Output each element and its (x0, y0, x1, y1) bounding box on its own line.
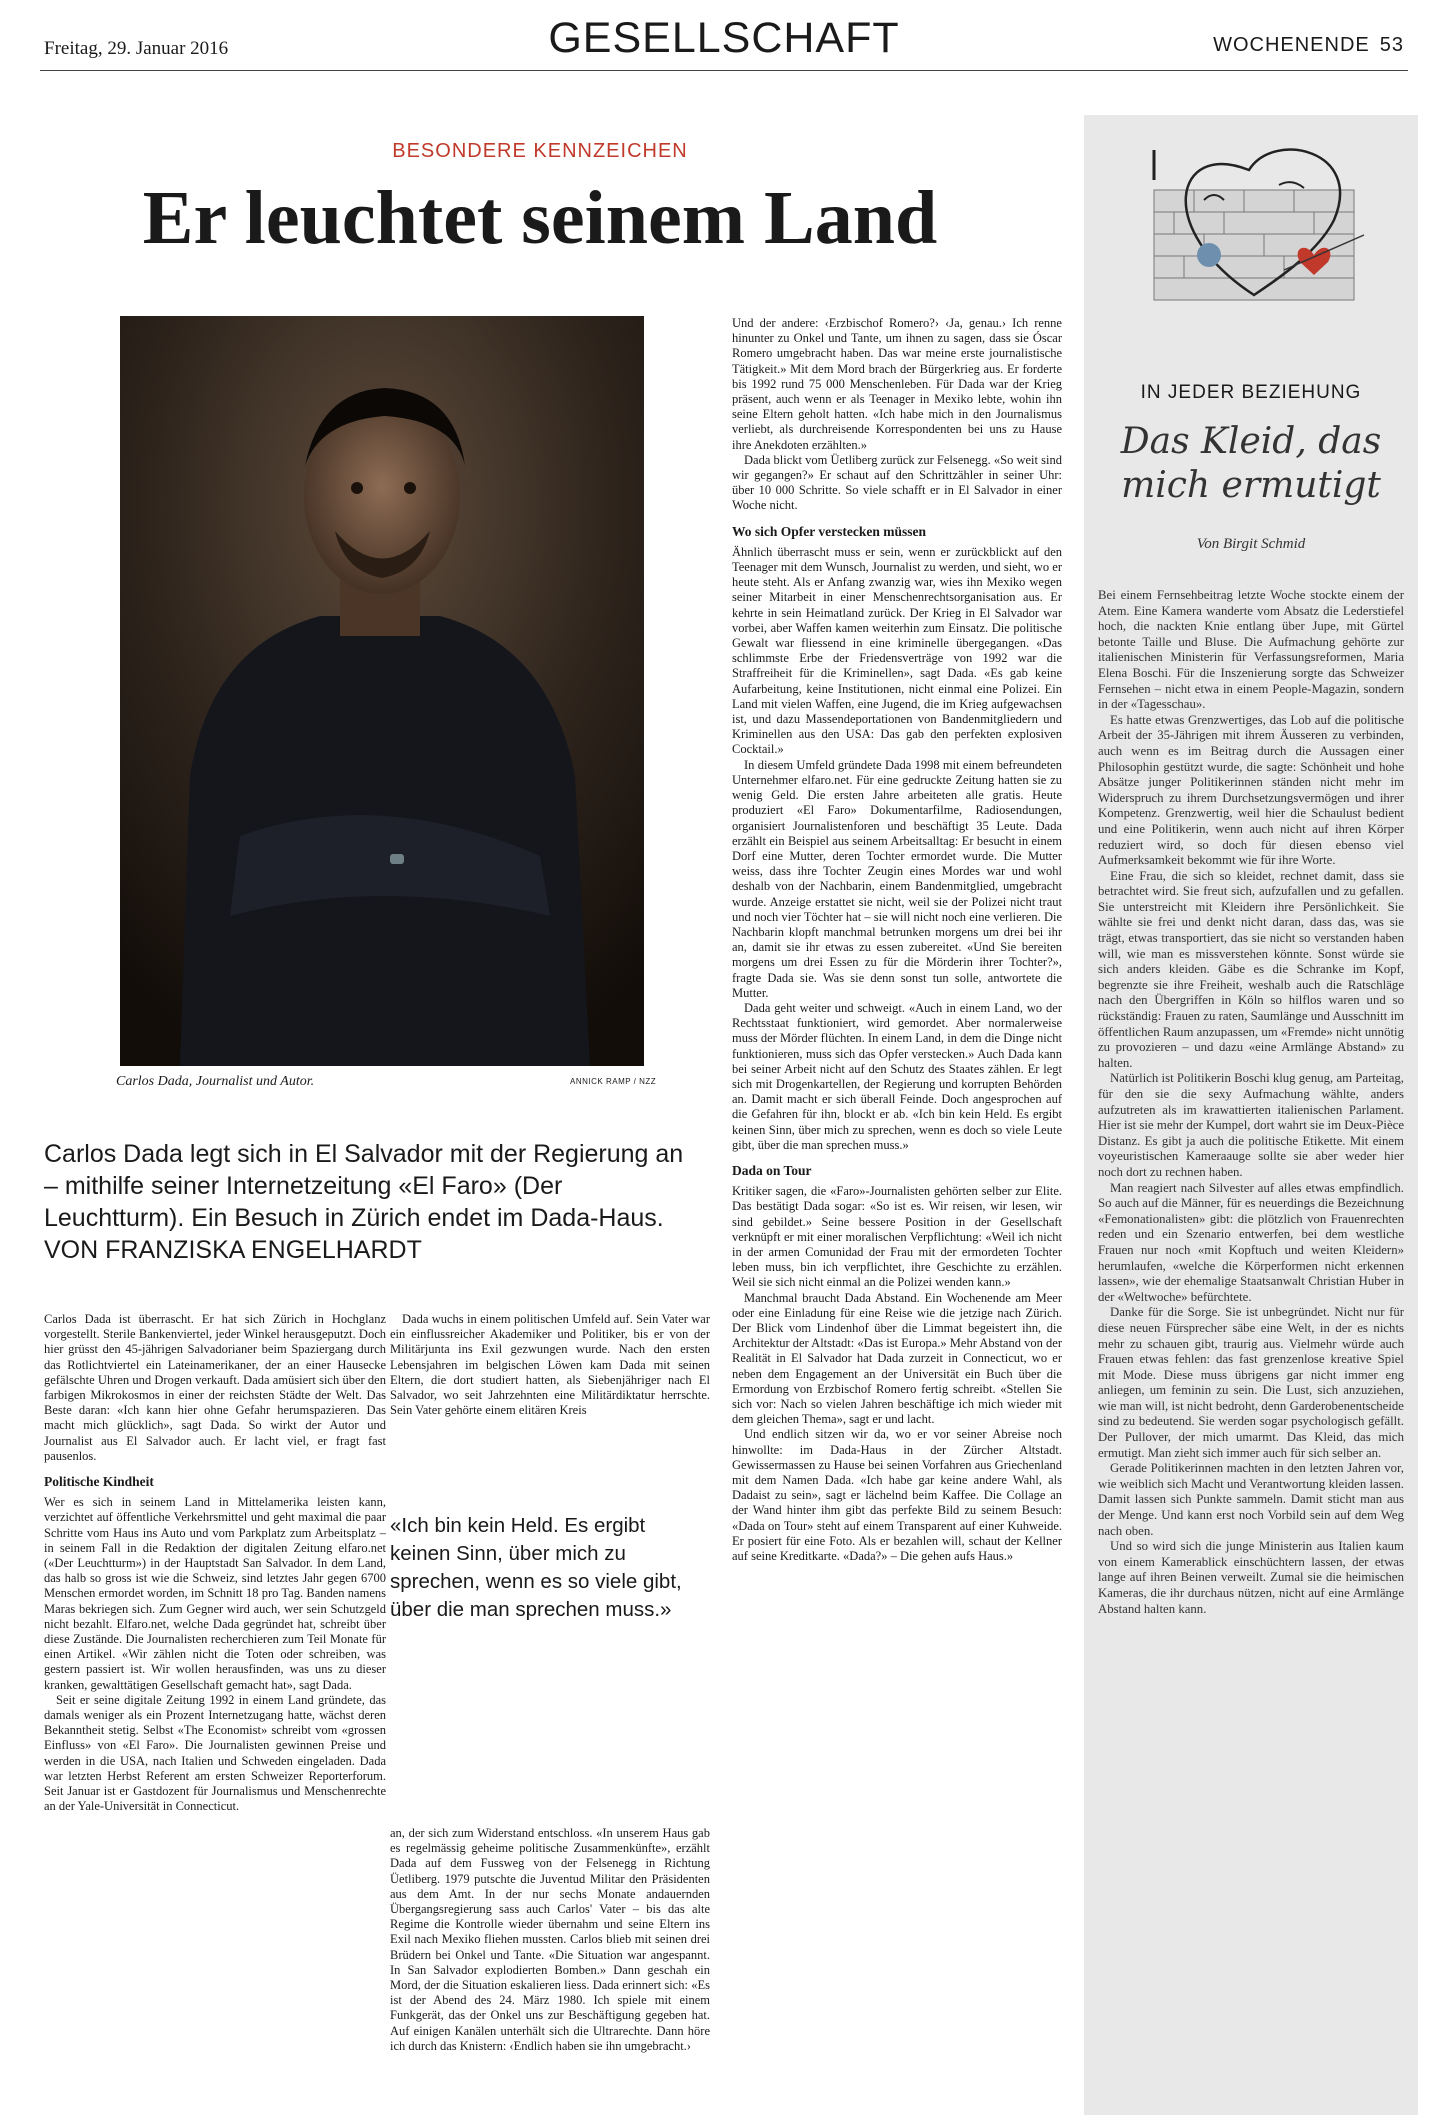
paragraph: Ähnlich überrascht muss er sein, wenn er zurückblickt auf den Teenager mit dem Wunsch, Journalist zu werden, und sieht, wo er heute steht. Als er Anfang zwanzig war, wies ihn Mexiko wegen seiner Mitarbeit in einer Menschenrechtsorganisation aus. Er kehrte in sein Heimatland zurück. Der Krieg in El Salvador war vorbei, aber Waffen kamen weiterhin zum Einsatz. Die politische Gewalt war fliessend in eine kriminelle übergegangen. «Das schlimmste Erbe der Friedensverträge von 1992 war die Straffreiheit für die Kriminellen», sagt Dada. «Es gab keine Aufarbeitung, keine Institutionen, nicht einmal eine Polizei. Ein Land mit vielen Waffen, eine Jugend, die im Krieg aufgewachsen ist, und dazu Massendeportationen von Bandenmitgliedern und Kriminellen aus den USA: Das gab den perfekten explosiven Cocktail.» (732, 544, 1062, 757)
portrait-photo (120, 316, 644, 1066)
article-column-1 (44, 1312, 386, 1815)
paragraph: Seit er seine digitale Zeitung 1992 in einem Land gründete, das damals weniger als ein Prozent Internetzugang hatte, wächst deren Bekanntheit stetig. Selbst «The Economist» schreibt vom «grossen Einfluss» von «El Faro». Die Journalisten gewinnen Preise und werden in die USA, nach Italien und Schweden eingeladen. Dada war letzten Herbst Referent am ersten Schweizer Reporterforum. Seit Januar ist er Gastdozent für Journalismus und Menschenrechte an der Yale-Universität in Connecticut. (44, 1692, 386, 1814)
lead-author: VON FRANZISKA ENGELHARDT (44, 1236, 422, 1264)
sidebar-body (1098, 588, 1404, 1617)
article-lead (44, 1138, 684, 1266)
header-rule (40, 70, 1408, 71)
subheading: Wo sich Opfer verstecken müssen (732, 523, 926, 539)
pull-quote: «Ich bin kein Held. Es ergibt keinen Sinn, über mich zu sprechen, wenn es so viele gibt, über die man sprechen muss.» (390, 1514, 682, 1621)
paragraph: Und der andere: ‹Erzbischof Romero?› ‹Ja, genau.› Ich renne hinunter zu Onkel und Tante, um ihnen zu sagen, dass sie Óscar Romero umgebracht haben. Das war meine erste journalistische Tätigkeit.» Mit dem Mord brach der Bürgerkrieg aus. Er forderte bis 1992 rund 75 000 Menschenleben. Für Dada war der Krieg präsent, auch wenn er als Teenager in Mexiko lebte, wohin ihn seine Eltern geholt hatten. «Ich habe mich in den Journalismus verliebt, als durchreisende Korrespondenten bei uns zu Hause ihre Anekdoten erzählten.» (732, 316, 1062, 452)
paragraph: Dada geht weiter und schweigt. «Auch in einem Land, wo der Rechtsstaat funktioniert, wird gemordet. Aber normalerweise muss der Mörder flüchten. In einem Land, in dem die Dinge nicht funktionieren, muss sich das Opfer verstecken.» Auch Dada kann bei seiner Arbeit nicht auf den Schutz des Staates zählen. Er legt sich mit Drogenkartellen, der Regierung und korrupten Behörden an. Damit macht er sich überall Feinde. Doch angesprochen auf die Gefahren für ihn, blockt er ab. «Ich bin kein Held. Es ergibt keinen Sinn, über mich zu sprechen, wenn es doch so viele Leute gibt, über die man sprechen muss.» (732, 1000, 1062, 1152)
article-kicker: BESONDERE KENNZEICHEN (392, 140, 688, 162)
paragraph: Dada blickt vom Üetliberg zurück zur Felsenegg. «So weit sind wir gegangen?» Er schaut auf den Schrittzähler in seiner Uhr: über 10 000 Schritte. So viele schafft er in El Salvador in einer Woche nicht. (732, 452, 1062, 513)
issue-date: Freitag, 29. Januar 2016 (44, 38, 229, 59)
paragraph: Carlos Dada ist überrascht. Er hat sich Zürich in Hochglanz vorgestellt. Sterile Bankenviertel, jeder Winkel herausgeputzt. Doch hier grüsst den 45-jährigen Salvadorianer beim Spaziergang durch das Rotlichtviertel ein Lateinamerikaner, der an einer Hausecke gefälschte Uhren und Drogen verkauft. Dada amüsiert sich über den farbigen Mikrokosmos in einer der reichsten Städte der Welt. Das Beste daran: «Ich kann hier ohne Gefahr herumspazieren. Das macht mich glücklich», sagt Dada. So wirkt der Autor und Journalist aus El Salvador auch. Er lacht viel, er fragt fast pausenlos. (44, 1312, 386, 1463)
page-info (1203, 34, 1404, 57)
page-number: 53 (1379, 34, 1404, 56)
paragraph: Bei einem Fernsehbeitrag letzte Woche stockte einem der Atem. Eine Kamera wanderte vom Absatz die Lederstiefel hoch, die nackten Knie entlang über Jupe, mit Gürtel betonte Taille und Bluse. Die Aufmachung gehörte zur italienischen Ministerin für Verfassungsreformen, Maria Elena Boschi. Für die Inszenierung sorgte das Schweizer Fernsehen – nicht etwa in einem People-Magazin, sondern in der «Tagesschau». (1098, 588, 1404, 712)
article-column-2 (390, 1312, 710, 1418)
subheading: Dada on Tour (732, 1162, 812, 1178)
sidebar-title: Das Kleid, das mich ermutigt (1120, 421, 1382, 506)
paragraph: Wer es sich in seinem Land in Mittelamerika leisten kann, verzichtet auf öffentliche Verkehrsmittel und geht maximal die paar Schritte vom Haus ins Auto und vom Parkplatz zum Arbeitsplatz – in seinem Fall in die Redaktion der digitalen Zeitung elfaro.net («Der Leuchtturm») in der Hauptstadt San Salvador. In dem Land, das halb so gross ist wie die Schweiz, sind letztes Jahr gegen 6700 Menschen ermordet worden, im Schnitt 18 pro Tag. Banden namens Maras bekriegen sich. Zum Gegner wird auch, wer sein Schutzgeld nicht bezahlt. Elfaro.net, welche Dada gegründet hat, schreibt über diese Zustände. Die Journalisten recherchieren zum Teil Monate für einen Artikel. «Wir zählen nicht die Toten oder schreiben, was gestern passiert ist. Wir wollen herausfinden, was uns zu dieser kranken, gewalttätigen Gesellschaft gemacht hat», sagt Dada. (44, 1495, 386, 1692)
article-column-3 (732, 316, 1062, 1564)
paragraph: In diesem Umfeld gründete Dada 1998 mit einem befreundeten Unternehmer elfaro.net. Für eine gedruckte Zeitung hatten sie zu wenig Geld. Die ersten Jahre arbeiteten alle gratis. Heute produziert «El Faro» Dokumentarfilme, Radiosendungen, organisiert Journalistenforen und beschäftigt 35 Leute. Dada erzählt ein Beispiel aus seinem Arbeitsalltag: Er besucht in einem Dorf eine Mutter, deren Tochter ermordet wurde. Die Mutter weiss, dass ihre Tochter Zeugin eines Mordes war und wohl deshalb von der Nachbarin, einem Bandenmitglied, umgebracht wurde. Anzeige erstattet sie nicht, weil sie der Polizei nicht traut und noch vier Töchter hat – sie will nicht noch eine verlieren. Die Nachbarin klopft manchmal betrunken morgens um drei bei ihr an, damit sie ihr etwas zu essen zubereitet. «Und Sie bereiten morgens um drei Essen zu für die Mörderin ihrer Tochter?», fragte Dada sie. Was sie denn sonst tun solle, antwortete die Mutter. (732, 757, 1062, 1000)
paragraph: Es hatte etwas Grenzwertiges, das Lob auf die politische Arbeit der 35-Jährigen mit ihrem Äusseren zu verbinden, auch wenn es im Beitrag durch die Aussagen einer Philosophin gestützt wurde, die sagte: Schönheit und hohe Absätze junger Politikerinnen ständen nicht mehr im Widerspruch zu ihrem Durchsetzungsvermögen und ihrer Kompetenz. Grenzwertig, weil hier die Schaulust bedient und eine Politikerin, wenn auch nicht auf ihren Körper reduziert wird, so doch für diesen ebenso viel Aufmerksamkeit bekommt wie für ihre Worte. (1098, 712, 1404, 868)
paragraph: Kritiker sagen, die «Faro»-Journalisten gehörten selber zur Elite. Das bestätigt Dada sogar: «So ist es. Wir reisen, wir lesen, wir sind gebildet.» Seine bessere Position in der Gesellschaft verknüpft er mit einer moralischen Verpflichtung: «Weil ich nicht in der armen Comunidad der Frau mit der ermordeten Tochter leben muss, bin ich verpflichtet, ihre Geschichte zu erzählen. Weil sie sich nicht einmal an die Polizei wenden kann.» (732, 1184, 1062, 1290)
article-headline: Er leuchtet seinem Land (142, 176, 938, 260)
paragraph: Und endlich sitzen wir da, wo er vor seiner Abreise noch hinwollte: im Dada-Haus in der Zürcher Altstadt. Gewissermassen zu Hause bei seinen Vorfahren aus Griechenland mit dem Namen Dada. «Ich habe gar keine andere Wahl, als Dadaist zu sein», sagt er lächelnd beim Kaffee. Die Collage an der Wand hinter ihm gibt das perfekte Bild zu seinem Besuch: «Dada on Tour» steht auf einem Transparent auf einer Kuhweide. Er posiert für eine Foto. Als er bezahlen will, schaut der Kellner auf seine Kreditkarte. «Dada?» – Die gehen aufs Haus.» (732, 1427, 1062, 1564)
article-column-2-continued (390, 1826, 710, 2054)
subheading: Politische Kindheit (44, 1474, 154, 1490)
photo-caption: Carlos Dada, Journalist und Autor. (116, 1074, 315, 1089)
lead-text: Carlos Dada legt sich in El Salvador mit der Regierung an – mithilfe seiner Internetzeitung «El Faro» (Der Leuchtturm). Ein Besuch in Zürich endet im Dada-Haus. (44, 1140, 684, 1232)
sidebar-author: Von Birgit Schmid (1196, 536, 1306, 552)
paragraph: Danke für die Sorge. Sie ist unbegründet. Nicht nur für diese neuen Fürsprecher säbe eine Welt, in der es nichts mehr zu schauen gibt, traurig aus. Vielmehr würde auch Frauen etwas fehlen: das fast grenzenlose kreative Spiel mit Mode. Diese muss übrigens gar nicht immer eng anliegen, um feminin zu sein. Die Lust, sich anzuziehen, wie man will, ist nicht bedroht, denn Garderobenentscheide sind zu bedeutend. Sie werden sogar psychologisch gefällt. Der Pullover, der mich umarmt. Das Kleid, das mich ermutigt. Man zieht sich immer auch für sich selber an. (1098, 1305, 1404, 1460)
paragraph: Natürlich ist Politikerin Boschi klug genug, am Parteitag, für den sie die sexy Aufmachung wählte, anders aufzutreten als im krawattierten italienischen Parlament. Hier ist sie mehr der Kumpel, dort wahrt sie im Deux-Pièce Distanz. Es gibt ja auch die politische Etikette. Mit einem voyeuristischen Kameraauge sollte sie aber weder hier noch dort zu rechnen haben. (1098, 1071, 1404, 1179)
paragraph: Man reagiert nach Silvester auf alles etwas empfindlich. So auch auf die Männer, für es neuerdings die Bezeichnung «Femonationalisten» gibt: die plötzlich von Frauenrechten reden und ein Szenario entwerfen, bei dem westliche Frauen nur noch «mit Kopftuch und weiten Kleidern» herumlaufen, «welche die Körperformen nicht erkennen lassen», wie der ehemalige Staatsanwalt Christian Huber in der «Weltwoche» befürchtete. (1098, 1180, 1404, 1304)
paragraph: Eine Frau, die sich so kleidet, rechnet damit, dass sie betrachtet wird. Sie freut sich, aufzufallen und zu gefallen. Sie unterstreicht mit Kleidern ihre Persönlichkeit. Sie wählte sie frei und denkt nicht daran, dass das, was sie trägt, etwas transportiert, das sie nicht so verstanden haben will, wie man es missverstehen könnte. Sonst würde sie sich anders kleiden. Gäbe es die Schranke im Kopf, begrenzte sie ihre Freiheit, weshalb auch die Ratschläge nach den Übergriffen in Köln so hilflos waren und so rückständig: Frauen zu raten, Saumlänge und Ausschnitt im öffentlichen Raum anzupassen, um «Fremde» nicht unnötig zu provozieren – und dazu «eine Armlänge Abstand» zu halten. (1098, 868, 1404, 1070)
sidebar-kicker: IN JEDER BEZIEHUNG (1140, 382, 1362, 403)
photo-credit: ANNICK RAMP / NZZ (570, 1077, 657, 1086)
edition-label: WOCHENENDE (1213, 34, 1370, 56)
section-title: GESELLSCHAFT (548, 14, 900, 62)
paragraph: Manchmal braucht Dada Abstand. Ein Wochenende am Meer oder eine Einladung für eine Reise wie die jetzige nach Zürich. Der Blick vom Lindenhof über die Limmat begeistert ihn, die Architektur der Altstadt: «Das ist Europa.» Mehr Abstand von der Realität in El Salvador hat Dada zurzeit in Connecticut, wo er neben dem Engagement an der Universität ein Buch über die Ermordung von Erzbischof Romero fertig schreibt. «Stellen Sie sich vor: Nach so vielen Jahren beschäftige ich mich wieder mit dem gleichen Thema», sagt er und lacht. (732, 1290, 1062, 1427)
paragraph: Gerade Politikerinnen machten in den letzten Jahren vor, wie weiblich sich Macht und Verantwortung kleiden lassen. Damit lassen sich Punkte sammeln. Damit sticht man aus der Menge. Und kann erst noch Vorbild sein auf dem Weg nach oben. (1098, 1461, 1404, 1538)
heart-wall-illustration (1114, 130, 1394, 310)
paragraph: Und so wird sich die junge Ministerin aus Italien kaum von einem Kamerablick einschüchtern lassen, der etwas lange auf ihren Beinen verweilt. Zumal sie die heimischen Kameras, die ihr durchaus nützen, nicht auf eine Armlänge Abstand halten kann. (1098, 1539, 1404, 1616)
paragraph: Dada wuchs in einem politischen Umfeld auf. Sein Vater war ein einflussreicher Akademiker und Politiker, bis er von der Militärjunta ins Exil gezwungen wurde. Nach den ersten Lebensjahren im belgischen Löwen kam Dada mit seinen Eltern, die dort studiert hatten, als Siebenjähriger nach El Salvador, wo seit Jahrzehnten eine Militärdiktatur herrschte. Sein Vater gehörte einem elitären Kreis (390, 1312, 710, 1418)
paragraph: an, der sich zum Widerstand entschloss. «In unserem Haus gab es regelmässig geheime politische Zusammenkünfte», erzählt Dada auf dem Fussweg von der Felsenegg in Richtung Üetliberg. 1979 putschte die Juventud Militar den Präsidenten aus dem Amt. In der nur sechs Monate andauernden Übergangsregierung sass auch Carlos' Vater – bis das alte Regime die Kontrolle wieder übernahm und seine Eltern ins Exil nach Mexiko fliehen mussten. Carlos blieb mit seinen drei Brüdern bei Onkel und Tante. «Die Situation war angespannt. In San Salvador explodierten Bomben.» Dann geschah ein Mord, der die Situation eskalieren liess. Dada erinnert sich: «Es ist der Abend des 24. März 1980. Ich spiele mit einem Funkgerät, das der Onkel uns zur Beschäftigung gegeben hat. Auf einigen Kanälen unterhält sich die Ultrarechte. Dann höre ich durch das Knistern: ‹Endlich haben sie ihn umgebracht.› (390, 1826, 710, 2053)
